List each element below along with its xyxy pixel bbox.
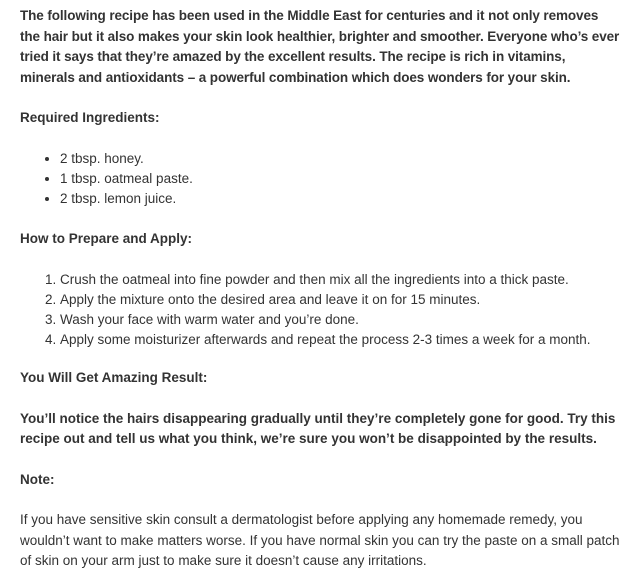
list-item: 2. Apply the mixture onto the desired area and leave it on for 15 minutes. xyxy=(60,290,620,310)
list-item: 4. Apply some moisturizer afterwards and repeat the process 2-3 times a week for a month. xyxy=(60,330,620,350)
result-paragraph: You’ll notice the hairs disappearing gradually until they’re completely gone for good. Try this recipe out and tell us what you think, we’re sure you won’t be disappointed by the results. xyxy=(20,410,616,447)
steps-list xyxy=(20,270,620,351)
ingredients-list xyxy=(20,149,620,210)
list-item: • 1 tbsp. oatmeal paste. xyxy=(60,169,620,189)
intro-paragraph: The following recipe has been used in the Middle East for centuries and it not only removes the hair but it also makes your skin look healthier, brighter and smoother. Everyone who’s ever tried it says that they’re amazed by the excellent results. The recipe is rich in vitamins, minerals and antioxidants – a powerful combination which does wonders for your skin. xyxy=(20,8,620,85)
ingredients-heading: Required Ingredients: xyxy=(20,110,160,125)
note-heading: Note: xyxy=(20,471,55,487)
result-heading: You Will Get Amazing Result: xyxy=(20,370,208,386)
note-paragraph: If you have sensitive skin consult a dermatologist before applying any homemade remedy, you wouldn’t want to make matters worse. If you have normal skin you can try the paste on a small patch of skin on your arm just to make sure it doesn’t cause any irritations. xyxy=(20,512,620,569)
list-item: 1. Crush the oatmeal into fine powder and then mix all the ingredients into a thick paste. xyxy=(60,270,620,290)
prepare-heading: How to Prepare and Apply: xyxy=(20,231,193,247)
list-item: • 2 tbsp. honey. xyxy=(60,149,620,169)
list-item: • 2 tbsp. lemon juice. xyxy=(60,189,620,209)
list-item: 3. Wash your face with warm water and you’re done. xyxy=(60,310,620,330)
